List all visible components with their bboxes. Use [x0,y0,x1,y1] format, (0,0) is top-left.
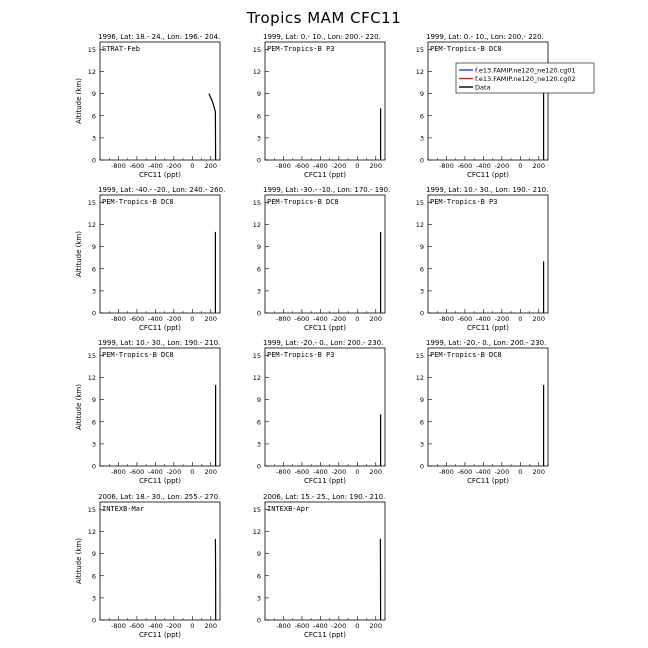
y-tick-label: 12 [87,68,96,76]
panel-2 [253,33,385,179]
plot-frame [265,195,385,313]
y-tick-label: 3 [256,440,261,449]
x-tick-label: -600 [129,622,145,630]
series-line-data [209,94,216,160]
y-tick-label: 0 [419,309,424,318]
x-axis-label: CFC11 (ppt) [303,477,347,485]
x-tick-label: -600 [294,468,310,476]
y-tick-label: 15 [87,505,96,514]
panel-title: 2006, Lat: 18.- 30., Lon: 255.- 270. [98,493,221,501]
plot-frame [428,195,548,313]
y-tick-label: 9 [91,90,96,99]
panel-3 [416,33,594,179]
y-tick-label: 15 [415,45,424,54]
x-tick-label: -200 [494,468,510,476]
x-tick-label: 200 [369,468,382,476]
x-tick-label: -600 [294,622,310,630]
y-tick-label: 0 [256,462,261,471]
x-tick-label: -800 [111,622,126,630]
plot-frame [265,502,385,620]
panel-label: PEM-Tropics-B DC8 [430,45,502,53]
x-tick-label: 0 [355,162,360,170]
y-tick-label: 0 [419,462,424,471]
panel-4 [75,186,225,332]
y-tick-label: 12 [415,68,424,76]
x-tick-label: 0 [355,468,360,476]
y-tick-label: 0 [256,156,261,165]
panel-label: PEM-Tropics-B P3 [267,351,335,359]
panel-title: 1999, Lat: 0.- 10., Lon: 200.- 220. [263,33,381,41]
x-tick-label: 0 [190,315,195,323]
y-tick-label: 15 [87,45,96,54]
y-tick-label: 12 [87,221,96,229]
panels-group [75,33,594,639]
y-tick-label: 0 [419,156,424,165]
legend-entry: f.e13.FAMIP.ne120_ne120.cg01 [475,66,576,75]
y-tick-label: 9 [419,243,424,252]
panel-5 [253,186,391,332]
x-axis-label: CFC11 (ppt) [303,324,347,332]
x-tick-label: -800 [276,315,291,323]
panel-label: PEM-Tropics-B P3 [267,45,335,53]
x-tick-label: 200 [369,622,382,630]
x-tick-label: -400 [313,315,328,323]
y-tick-label: 3 [91,287,96,296]
x-tick-label: -800 [111,315,126,323]
legend-entry: Data [475,83,491,92]
x-tick-label: -200 [331,315,347,323]
y-axis-label: Altitude (km) [75,538,83,584]
plot-frame [100,348,220,466]
x-tick-label: 0 [355,622,360,630]
x-tick-label: 0 [190,468,195,476]
y-tick-label: 3 [256,287,261,296]
x-tick-label: -200 [166,162,182,170]
x-tick-label: 200 [204,468,217,476]
y-tick-label: 0 [91,309,96,318]
panel-9 [416,339,548,485]
plot-frame [100,42,220,160]
plot-frame [265,348,385,466]
plot-frame [265,42,385,160]
x-tick-label: -600 [129,468,145,476]
y-axis-label: Altitude (km) [75,231,83,277]
panel-title: 1999, Lat: -30.- -10., Lon: 170.- 190. [263,186,391,194]
y-tick-label: 3 [91,134,96,143]
y-tick-label: 9 [91,243,96,252]
x-axis-label: CFC11 (ppt) [138,631,182,639]
x-tick-label: -200 [494,315,510,323]
plot-frame [100,195,220,313]
panel-6 [416,186,549,332]
plot-frame [428,348,548,466]
y-tick-label: 9 [91,550,96,559]
panel-title: 1999, Lat: 10.- 30., Lon: 190.- 210. [426,186,549,194]
x-tick-label: -200 [331,622,347,630]
y-tick-label: 15 [87,198,96,207]
panel-title: 1999, Lat: -40.- -20., Lon: 240.- 260. [98,186,226,194]
x-tick-label: -200 [331,162,347,170]
panel-10 [75,493,220,639]
panel-label: PEM-Tropics-B DC8 [102,351,174,359]
x-tick-label: 200 [532,162,545,170]
panel-11 [253,493,386,639]
y-tick-label: 12 [415,374,424,382]
x-axis-label: CFC11 (ppt) [138,324,182,332]
panel-label: STRAT-Feb [102,45,140,53]
x-tick-label: -400 [313,162,328,170]
x-tick-label: -200 [166,468,182,476]
x-tick-label: -200 [494,162,510,170]
y-tick-label: 15 [87,351,96,360]
y-tick-label: 3 [419,440,424,449]
y-tick-label: 3 [91,594,96,603]
y-tick-label: 6 [419,265,424,274]
y-tick-label: 3 [256,594,261,603]
plot-frame [428,42,548,160]
y-tick-label: 0 [256,616,261,625]
y-tick-label: 12 [87,528,96,536]
x-tick-label: -200 [166,315,182,323]
x-tick-label: -800 [276,468,291,476]
x-tick-label: -400 [148,468,163,476]
y-tick-label: 3 [419,287,424,296]
y-tick-label: 9 [419,396,424,405]
x-tick-label: 0 [518,315,523,323]
x-tick-label: -600 [294,162,310,170]
y-tick-label: 6 [419,112,424,121]
panel-title: 1999, Lat: 0.- 10., Lon: 200.- 220. [426,33,544,41]
y-tick-label: 0 [256,309,261,318]
y-tick-label: 15 [252,198,261,207]
x-tick-label: -400 [148,162,163,170]
y-tick-label: 6 [256,418,261,427]
panel-title: 1999, Lat: -20.- 0., Lon: 200.- 230. [263,339,384,347]
panel-title: 1999, Lat: -20.- 0., Lon: 200.- 230. [426,339,547,347]
x-tick-label: -400 [476,468,491,476]
y-tick-label: 0 [91,462,96,471]
x-tick-label: -400 [476,315,491,323]
x-tick-label: -200 [331,468,347,476]
x-tick-label: -600 [457,468,473,476]
y-tick-label: 6 [91,572,96,581]
y-tick-label: 6 [256,265,261,274]
x-tick-label: -800 [439,315,454,323]
x-tick-label: -400 [313,468,328,476]
x-tick-label: -800 [276,622,291,630]
y-tick-label: 12 [252,221,261,229]
y-tick-label: 6 [91,112,96,121]
y-tick-label: 3 [419,134,424,143]
panel-label: INTEXB-Apr [267,505,310,513]
x-tick-label: 200 [369,315,382,323]
panel-7 [75,339,220,485]
y-tick-label: 9 [91,396,96,405]
panel-label: PEM-Tropics-B DC8 [102,198,174,206]
y-tick-label: 9 [419,90,424,99]
y-tick-label: 6 [91,418,96,427]
panel-title: 1996, Lat: 18.- 24., Lon: 196.- 204. [98,33,221,41]
y-tick-label: 15 [252,505,261,514]
x-tick-label: -400 [476,162,491,170]
x-tick-label: -800 [439,162,454,170]
panel-title: 1999, Lat: 10.- 30., Lon: 190.- 210. [98,339,221,347]
y-tick-label: 15 [252,351,261,360]
x-tick-label: 0 [190,622,195,630]
y-tick-label: 9 [256,243,261,252]
y-tick-label: 6 [256,112,261,121]
x-tick-label: -800 [111,162,126,170]
panel-label: PEM-Tropics-B DC8 [267,198,339,206]
x-tick-label: -800 [111,468,126,476]
y-tick-label: 12 [252,528,261,536]
y-axis-label: Altitude (km) [75,384,83,430]
x-tick-label: -400 [313,622,328,630]
x-axis-label: CFC11 (ppt) [466,324,510,332]
x-tick-label: 200 [204,315,217,323]
x-tick-label: 200 [532,468,545,476]
panel-title: 2006, Lat: 15.- 25., Lon: 190.- 210. [263,493,386,501]
y-tick-label: 15 [415,351,424,360]
x-tick-label: 200 [532,315,545,323]
y-tick-label: 9 [256,90,261,99]
x-axis-label: CFC11 (ppt) [303,171,347,179]
y-tick-label: 12 [415,221,424,229]
x-tick-label: -600 [294,315,310,323]
y-tick-label: 0 [91,616,96,625]
y-tick-label: 12 [87,374,96,382]
x-tick-label: -800 [276,162,291,170]
y-tick-label: 12 [252,374,261,382]
legend-entry: f.e13.FAMIP.ne120_ne120.cg02 [475,74,576,83]
x-tick-label: -200 [166,622,182,630]
y-tick-label: 15 [415,198,424,207]
y-axis-label: Altitude (km) [75,78,83,124]
x-tick-label: -400 [148,315,163,323]
y-tick-label: 9 [256,396,261,405]
y-tick-label: 6 [91,265,96,274]
x-tick-label: 200 [204,162,217,170]
x-tick-label: 0 [355,315,360,323]
x-tick-label: 200 [369,162,382,170]
y-tick-label: 0 [91,156,96,165]
x-tick-label: 0 [518,162,523,170]
x-axis-label: CFC11 (ppt) [466,171,510,179]
panel-label: PEM-Tropics-B P3 [430,198,498,206]
y-tick-label: 15 [252,45,261,54]
plot-frame [100,502,220,620]
x-tick-label: -600 [129,315,145,323]
x-tick-label: 0 [518,468,523,476]
x-axis-label: CFC11 (ppt) [138,171,182,179]
x-tick-label: 0 [190,162,195,170]
y-tick-label: 3 [256,134,261,143]
y-tick-label: 12 [252,68,261,76]
panel-label: PEM-Tropics-B DC8 [430,351,502,359]
x-tick-label: -600 [457,162,473,170]
panel-8 [253,339,385,485]
y-tick-label: 6 [256,572,261,581]
y-tick-label: 3 [91,440,96,449]
legend [456,63,594,93]
x-axis-label: CFC11 (ppt) [466,477,510,485]
y-tick-label: 9 [256,550,261,559]
x-tick-label: 200 [204,622,217,630]
x-tick-label: -600 [457,315,473,323]
figure-title: Tropics MAM CFC11 [246,9,402,27]
panel-1 [75,33,220,179]
x-tick-label: -800 [439,468,454,476]
y-tick-label: 6 [419,418,424,427]
panel-label: INTEXB-Mar [102,505,145,513]
x-axis-label: CFC11 (ppt) [303,631,347,639]
x-axis-label: CFC11 (ppt) [138,477,182,485]
x-tick-label: -600 [129,162,145,170]
x-tick-label: -400 [148,622,163,630]
